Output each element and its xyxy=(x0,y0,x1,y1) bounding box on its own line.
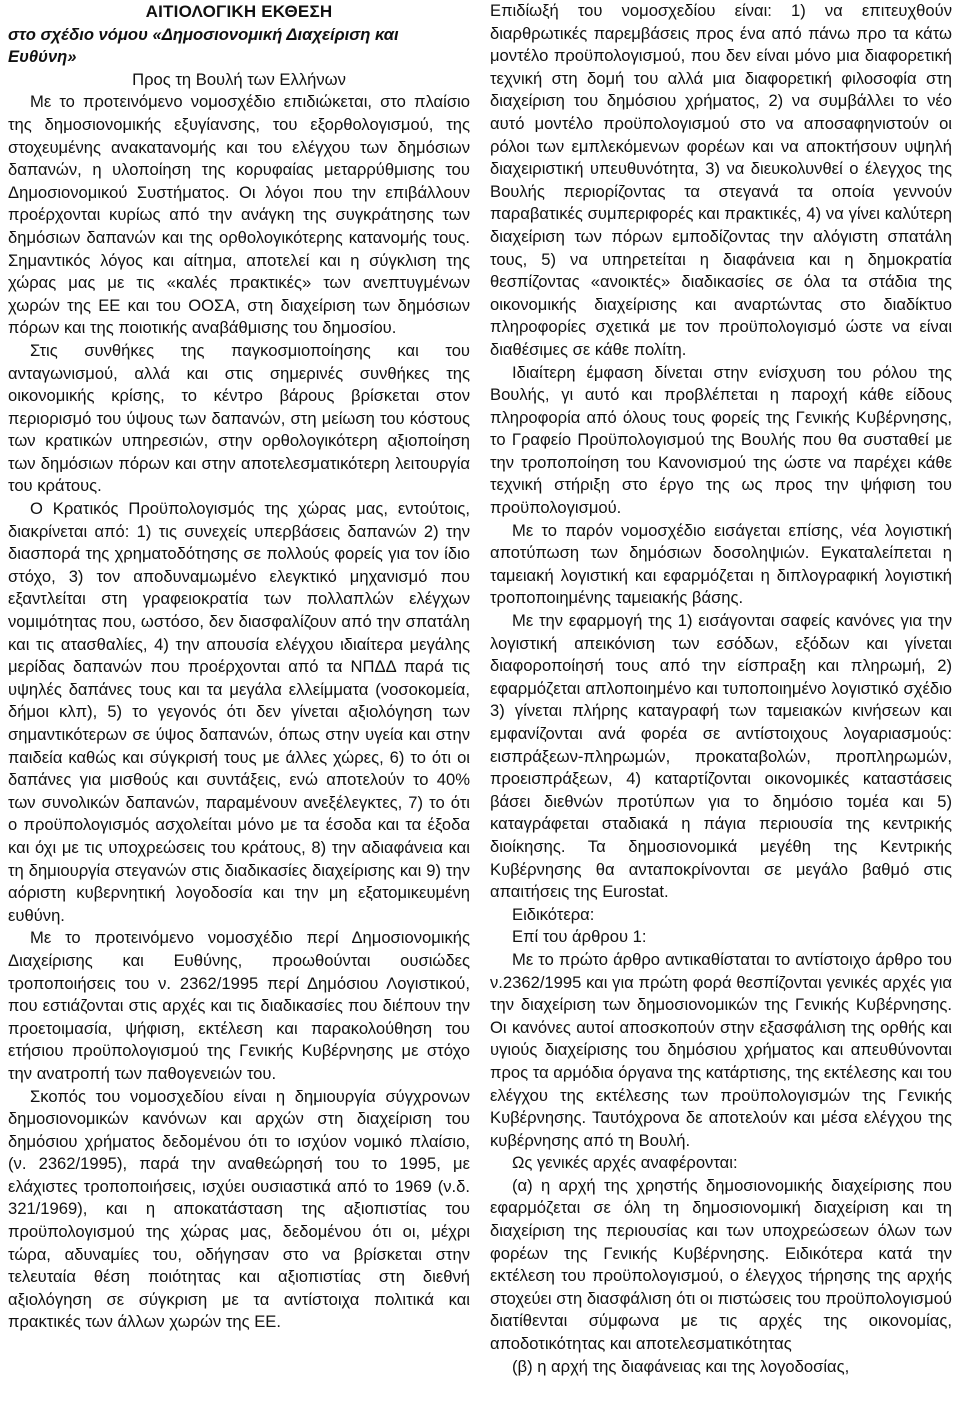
paragraph: (α) η αρχή της χρηστής δημοσιονομικής διαχείρισης που εφαρμόζεται σε όλη τη δημοσιονομική διαχείριση και τη διαχείριση της περιουσίας και των υποχρεώσεων όλων των φορέων της Γενικής Κυβέρνησης. Ειδικότερα κατά την εκτέλεση του προϋπολογισμού, ο έλεγχος τήρησης της αρχής στοχεύει στη διασφάλιση ότι οι πιστώσεις του προϋπολογισμού διατίθενται σύμφωνα με τις αρχές της οικονομίας, αποδοτικότητας και αποτελεσματικότητας xyxy=(490,1175,952,1354)
paragraph: Επιδίωξή του νομοσχεδίου είναι: 1) να επιτευχθούν διαρθρωτικές παρεμβάσεις προς ένα από πάνω προ τα κάτω μοντέλο προϋπολογισμού, που δεν είναι μόνο μια διαφορετική τεχνική στη δομή του αλλά μια διαφορετική φιλοσοφία στη διαχείριση του δημόσιου χρήματος, 2) να συμβάλλει το νέο αυτό μοντέλο προϋπολογισμού στο να αποσαφηνιστούν οι ρόλοι των εμπλεκόμενων φορέων και να αποκτήσουν υψηλή διαχειριστική υπευθυνότητα, 3) να διευκολυνθεί ο έλεγχος της Βουλής περιορίζοντας τα στεγανά τα οποία γεννούν παραβατικές συμπεριφορές και πρακτικές, 4) να γίνει καλύτερη διαχείριση των πόρων εμποδίζοντας την αλόγιστη σπατάλη τους, 5) να υπηρετείται η διαφάνεια και η δημοκρατία θεσπίζοντας «ανοικτές» διαδικασίες σε όλα τα στάδια της οικονομικής διαχείρισης και αναρτώντας στο διαδίκτυο πληροφορίες σχετικά με τον προϋπολογισμό ώστε να είναι διαθέσιμες σε κάθε πολίτη. xyxy=(490,1,952,359)
paragraph: Με το προτεινόμενο νομοσχέδιο επιδιώκεται, στο πλαίσιο της δημοσιονομικής εξυγίανσης, του εξορθολογισμού, της στοχευμένης ανακατανομής και του ελέγχου των δημόσιων δαπανών, η υλοποίηση της κορυφαίας μεταρρύθμισης του Δημοσιονομικού Συστήματος. Οι λόγοι που την επιβάλλουν προέρχονται κυρίως από την ανάγκη της συγκράτησης των δημόσιων δαπανών και της ορθολογικότερης κατανομής τους. Σημαντικός λόγος και αίτημα, αποτελεί και η σύγκλιση της χώρας μας με τις «καλές πρακτικές» των ανεπτυγμένων χωρών της ΕΕ και του ΟΟΣΑ, στη διαχείριση των δημόσιων πόρων και της ποιοτικής αναβάθμισης του δημοσίου. xyxy=(8,92,470,338)
paragraph: Με το πρώτο άρθρο αντικαθίσταται το αντίστοιχο άρθρο του ν.2362/1995 και για πρώτη φορά θεσπίζονται γενικές αρχές για την διαχείριση των δημοσιονομικών της Γενικής Κυβέρνησης. Οι κανόνες αυτοί αποσκοπούν στην εξασφάλιση της ορθής και υγιούς διαχείρισης του δημόσιου χρήματος και απευθύνονται προς τα αρμόδια όργανα της κατάρτισης, της εκτέλεσης και του ελέγχου της εκτέλεσης των προϋπολογισμών της Γενικής Κυβέρνησης. Ταυτόχρονα δε αποτελούν και μέσα ελέγχου της κυβέρνησης από τη Βουλή. xyxy=(490,949,952,1150)
paragraph: Ειδικότερα: xyxy=(512,904,595,924)
paragraph: Στις συνθήκες της παγκοσμιοποίησης και του ανταγωνισμού, αλλά και στις σημερινές συνθήκες της οικονομικής κρίσης, το κέντρο βάρους βρίσκεται στον περιορισμό του ύψους των δαπανών, στη μείωση του κόστους των κρατικών υπηρεσιών, στην ορθολογικότερη αξιοποίηση των δημόσιων πόρων και στην αποτελεσματικότερη λειτουργία του κράτους. xyxy=(8,340,470,496)
paragraph: Ιδιαίτερη έμφαση δίνεται στην ενίσχυση του ρόλου της Βουλής, γι αυτό και προβλέπεται η παροχή κάθε είδους πληροφορία από όλους τους φορείς της Γενικής Κυβέρνησης, το Γραφείο Προϋπολογισμού της Βουλής που θα συσταθεί με την τροποποίηση του Κανονισμού της ώστε να παρέχει κάθε τεχνική στήριξη στο έργο της ως προς την ψήφιση του προϋπολογισμού. xyxy=(490,362,952,518)
document-title: ΑΙΤΙΟΛΟΓΙΚΗ ΕΚΘΕΣΗ xyxy=(145,2,333,21)
paragraph: Με την εφαρμογή της 1) εισάγονται σαφείς κανόνες για την λογιστική απεικόνιση των εσόδων, εξόδων και γίνεται διαφοροποίησή τους από την είσπραξη και πληρωμή, 2) εφαρμόζεται απλοποιημένο και τυποποιημένο λογιστικό σχέδιο 3) γίνεται πλήρης καταγραφή των ταμειακών κινήσεων και εμφανίζονται ανά φορέα σε αντίστοιχους λογαριασμούς: εισπράξεων-πληρωμών, προκαταβολών, προπληρωμών, προεισπράξεων, 4) καταρτίζονται οικονομικές καταστάσεις βάσει διεθνών προτύπων για το δημόσιο τομέα και 5) καταγράφεται σταδιακά η πάγια περιουσία της κεντρικής διοίκησης. Τα δημοσιονομικά μεγέθη της Κεντρικής Κυβέρνησης θα ανταποκρίνονται σε μεγάλο βαθμό στις απαιτήσεις της Eurostat. xyxy=(490,611,952,902)
document-subtitle: στο σχέδιο νόμου «Δημοσιονομική Διαχείριση και Ευθύνη» xyxy=(8,24,399,67)
paragraph: Σκοπός του νομοσχεδίου είναι η δημιουργία σύγχρονων δημοσιονομικών κανόνων και αρχών στη διαχείριση του δημόσιου χρήματος δεδομένου ότι το ισχύον νομικό πλαίσιο, (ν. 2362/1995), παρά την αναθεώρησή του το 1995, με ελάχιστες τροποποιήσεις, ισχύει ουσιαστικά από το 1969 (ν.δ. 321/1969), και η αποκατάσταση της αξιοπιστίας του προϋπολογισμού της χώρας μας, δεδομένου ότι οι, μέχρι τώρα, αδυναμίες του, οδήγησαν στο να βρίσκεται στην τελευταία θέση ποιότητας και αξιοπιστίας στη διεθνή αξιολόγηση σε σύγκριση με τα αντίστοιχα πολιτικά και πρακτικές των άλλων χωρών της ΕΕ. xyxy=(8,1086,470,1332)
paragraph: Με το παρόν νομοσχέδιο εισάγεται επίσης, νέα λογιστική αποτύπωση των δημόσιων δοσοληψιών. Εγκαταλείπεται η ταμειακή λογιστική και εφαρμόζεται η διπλογραφική λογιστική τροποποιημένης ταμειακής βάσης. xyxy=(490,520,952,608)
document-addressee: Προς τη Βουλή των Ελλήνων xyxy=(132,69,346,89)
paragraph: (β) η αρχή της διαφάνειας και της λογοδοσίας, xyxy=(512,1356,850,1376)
left-column xyxy=(8,0,470,1417)
paragraph: Με το προτεινόμενο νομοσχέδιο περί Δημοσιονομικής Διαχείρισης και Ευθύνης, προωθούνται ουσιώδες τροποποιήσεις του ν. 2362/1995 περί Δημόσιου Λογιστικού, που εστιάζονται στις αρχές και τις διαδικασίες που διέπουν την προετοιμασία, ψήφιση, εκτέλεση και παρακολούθηση του ετήσιου προϋπολογισμού της Γενικής Κυβέρνησης με στόχο την ανατροπή των παθογενειών του. xyxy=(8,928,470,1083)
paragraph: Ο Κρατικός Προϋπολογισμός της χώρας μας, εντούτοις, διακρίνεται από: 1) τις συνεχείς υπερβάσεις δαπανών 2) την διασπορά της χρηματοδότησης σε πολλούς φορείς για τον ίδιο στόχο, 3) τον αποδυναμωμένο ελεγκτικό μηχανισμό που εξαντλείται στη γραφειοκρατία των πολλαπλών ελέγχων νομιμότητας που, ωστόσο, δεν διασφαλίζουν από την σπατάλη και τις ατασθαλίες, 4) την απουσία ελέγχου ιδιαίτερα μεγάλης μερίδας δαπανών που προέρχονται από τα ΝΠΔΔ παρά τις υψηλές δαπάνες τους και τα μεγάλα ελλείμματα (νοσοκομεία, δήμοι κλπ), 5) το γεγονός ότι δεν γίνεται αξιολόγηση των σημαντικότερων σε ύψος δαπανών, όπως στην υγεία και στην παιδεία καθώς και σύγκρισή τους με άλλες χώρες, 6) το ότι οι δαπάνες για μισθούς και συντάξεις, ενώ αποτελούν το 40% των συνολικών δαπανών, παραμένουν ανεξέλεγκτες, 7) το ότι ο προϋπολογισμός ασχολείται μόνο με τα έσοδα και τα έξοδα και όχι με τις υποχρεώσεις του κράτους, 8) την αδιαφάνεια και τη δημιουργία στεγανών στις διαδικασίες διαχείρισης και 9) την αόριστη κυβερνητική λογοδοσία και την μη εξατομικευμένη ευθύνη. xyxy=(8,499,470,925)
paragraph: Ως γενικές αρχές αναφέρονται: xyxy=(512,1153,738,1173)
right-column xyxy=(490,0,952,1417)
paragraph: Επί του άρθρου 1: xyxy=(512,927,647,947)
